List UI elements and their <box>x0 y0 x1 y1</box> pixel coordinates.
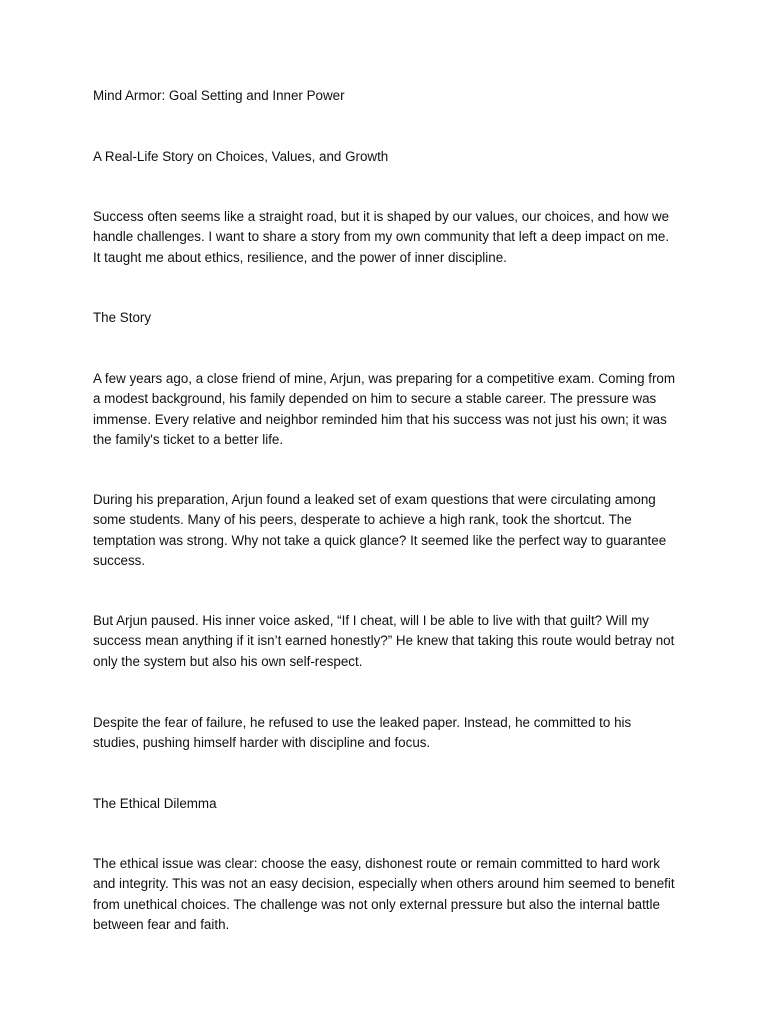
document-subtitle: A Real-Life Story on Choices, Values, and Growth <box>93 149 389 164</box>
dilemma-paragraph-1: The ethical issue was clear: choose the easy, dishonest route or remain committed to hard work and integrity. This was not an easy decision, especially when others around him seemed to benefit from unethical choices. The challenge was not only external pressure but also the internal battle between fear and faith. <box>93 856 675 932</box>
story-paragraph-4: Despite the fear of failure, he refused to use the leaked paper. Instead, he committed to his studies, pushing himself harder with discipline and focus. <box>93 715 632 751</box>
section-heading-story: The Story <box>93 310 152 325</box>
story-paragraph-3: But Arjun paused. His inner voice asked, “If I cheat, will I be able to live with that guilt? Will my success mean anything if it isn’t earned honestly?” He knew that taking this route would betray not only the system but also his own self-respect. <box>93 613 675 669</box>
document-title: Mind Armor: Goal Setting and Inner Power <box>93 88 345 103</box>
story-paragraph-2: During his preparation, Arjun found a leaked set of exam questions that were circulating among some students. Many of his peers, desperate to achieve a high rank, took the shortcut. The temptation was strong. Why not take a quick glance? It seemed like the perfect way to guarantee success. <box>93 492 667 568</box>
section-heading-dilemma: The Ethical Dilemma <box>93 796 217 811</box>
intro-paragraph: Success often seems like a straight road, but it is shaped by our values, our choices, and how we handle challenges. I want to share a story from my own community that left a deep impact on me. It taught me about ethics, resilience, and the power of inner discipline. <box>93 209 670 265</box>
story-paragraph-1: A few years ago, a close friend of mine, Arjun, was preparing for a competitive exam. Coming from a modest background, his family depended on him to secure a stable career. The pressure was immense. Every relative and neighbor reminded him that his success was not just his own; it was the family's ticket to a better life. <box>93 371 676 447</box>
